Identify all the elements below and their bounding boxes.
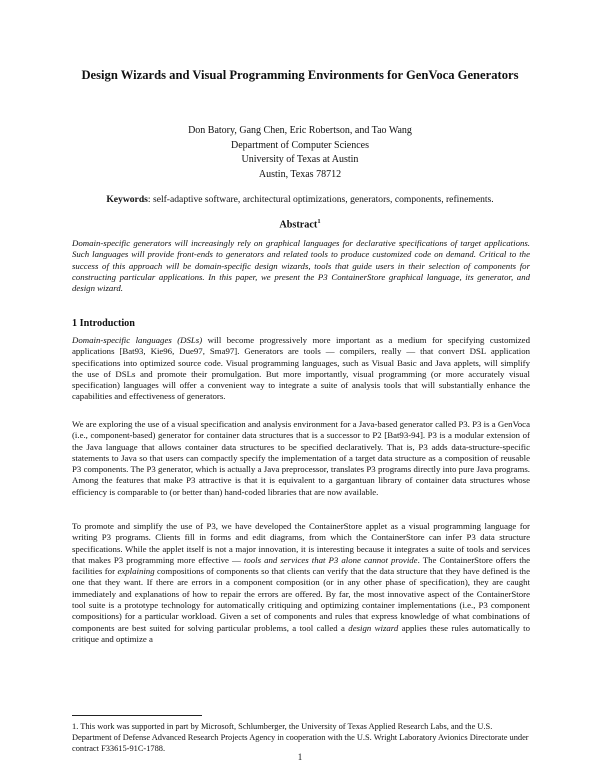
intro-paragraph-2: We are exploring the use of a visual specification and analysis environment for a Java-based generator called P3. P3 is a GenVoca (i.e., component-based) generator for container data structures that is a successor to P2 [Bat93-94]. P3 is a modular extension of the Java language that allows container data structures to be specified declaratively. That is, P3 adds data-structure-specific statements to Java so that users can compactly specify the implementation of a target data structure as a composition of reusable P3 components. The P3 generator, which is actually a Java preprocessor, translates P3 programs directly into pure Java programs. Among the features that make P3 attractive is that it is equivalent to a gargantuan library of container data structures whose efficiency is comparable to (or better than) hand-coded libraries that are now available.: [72, 419, 530, 497]
footnote-mark: 1: [317, 218, 321, 225]
footnote: 1. This work was supported in part by Microsoft, Schlumberger, the University of Texas Applied Research Labs, and the U.S. Department of Defense Advanced Research Projects Agency in cooperation with the U.S. Wright Laboratory Avionics Directorate under contract F33615-91C-1788.: [72, 722, 529, 753]
emphasis-explaining: explaining: [117, 566, 155, 577]
department: Department of Computer Sciences: [230, 139, 369, 151]
keywords-line: [40, 194, 560, 206]
authors: Don Batory, Gang Chen, Eric Robertson, and Tao Wang: [188, 125, 412, 136]
footnote-divider: [72, 715, 202, 716]
intro-paragraph-1: [72, 335, 530, 403]
paper-title: Design Wizards and Visual Programming Environments for GenVoca Generators: [81, 68, 519, 82]
abstract-text: Domain-specific generators will increasingly rely on graphical languages for declarative specifications of target applications. Such languages will provide front-ends to generators and related tools to produce customized code on demand. Critical to the success of this approach will be domain-specific design wizards, tools that guide users in their selection of components for constructing particular applications. In this paper, we present the P3 ContainerStore graphical language, its generator, and design wizard.: [72, 238, 530, 294]
paragraph-text: compositions of components so that clients can verify that the data structure that they have defined is the one that they want. If there are errors in a component composition (or in any other phase of specification), they are caught immediately and explanations of how to repair the errors are offered. By far, the most innovative aspect of the ContainerStore tool suite is a prototype technology for automatically critiquing and optimizing container implementations (i.e., P3 component compositions) for a particular workload. Given a set of components and rules that express knowledge of what combinations of components are best suited for solving particular problems, a tool called a: [72, 566, 530, 633]
paragraph-text: To promote and simplify the use of P3, we have developed the ContainerStore applet as a visual programming language for writing P3 programs. Clients fill in forms and edit diagrams, from which the ContainerStore can infer P3 data structure specifications. While the applet itself is not a major innovation, it is interesting because it integrates a suite of tools and services that makes P3 programming more effective —: [72, 521, 530, 565]
paragraph-text: . The ContainerStore offers the facilities for: [72, 554, 530, 577]
university: University of Texas at Austin: [241, 154, 359, 165]
keywords-label: Keywords: [106, 194, 148, 205]
paragraph-text: will become progressively more important as a medium for specifying customized applications [Bat93, Kie96, Due97, Sma97]. Generators are tools — compilers, really — that convert DSL application specifications into optimized source code. Visual programming languages, such as Visual Basic and Java applets, will simplify the use of DSLs and promote their promulgation. But more importantly, visual programming (or more accurately visual specification) languages will offer a convenient way to integrate a suite of analysis tools that will substantially enhance the capabilities and effectiveness of generators.: [72, 335, 530, 402]
abstract-heading: [200, 218, 400, 230]
emphasis-dsl: Domain-specific languages (DSLs): [72, 335, 203, 345]
abstract-heading-text: Abstract: [279, 219, 318, 231]
page-number: 1: [297, 752, 303, 762]
section-heading-introduction: 1 Introduction: [72, 318, 135, 329]
keywords-text: : self-adaptive software, architectural optimizations, generators, components, refinements.: [147, 194, 494, 205]
location: Austin, Texas 78712: [258, 168, 342, 180]
paragraph-text: applies these rules automatically to critique and optimize a: [72, 622, 530, 644]
emphasis-design-wizard: design wizard: [348, 622, 399, 633]
intro-paragraph-3: [72, 521, 530, 645]
emphasis-tools-services: tools and services that P3 alone cannot provide: [243, 554, 418, 565]
